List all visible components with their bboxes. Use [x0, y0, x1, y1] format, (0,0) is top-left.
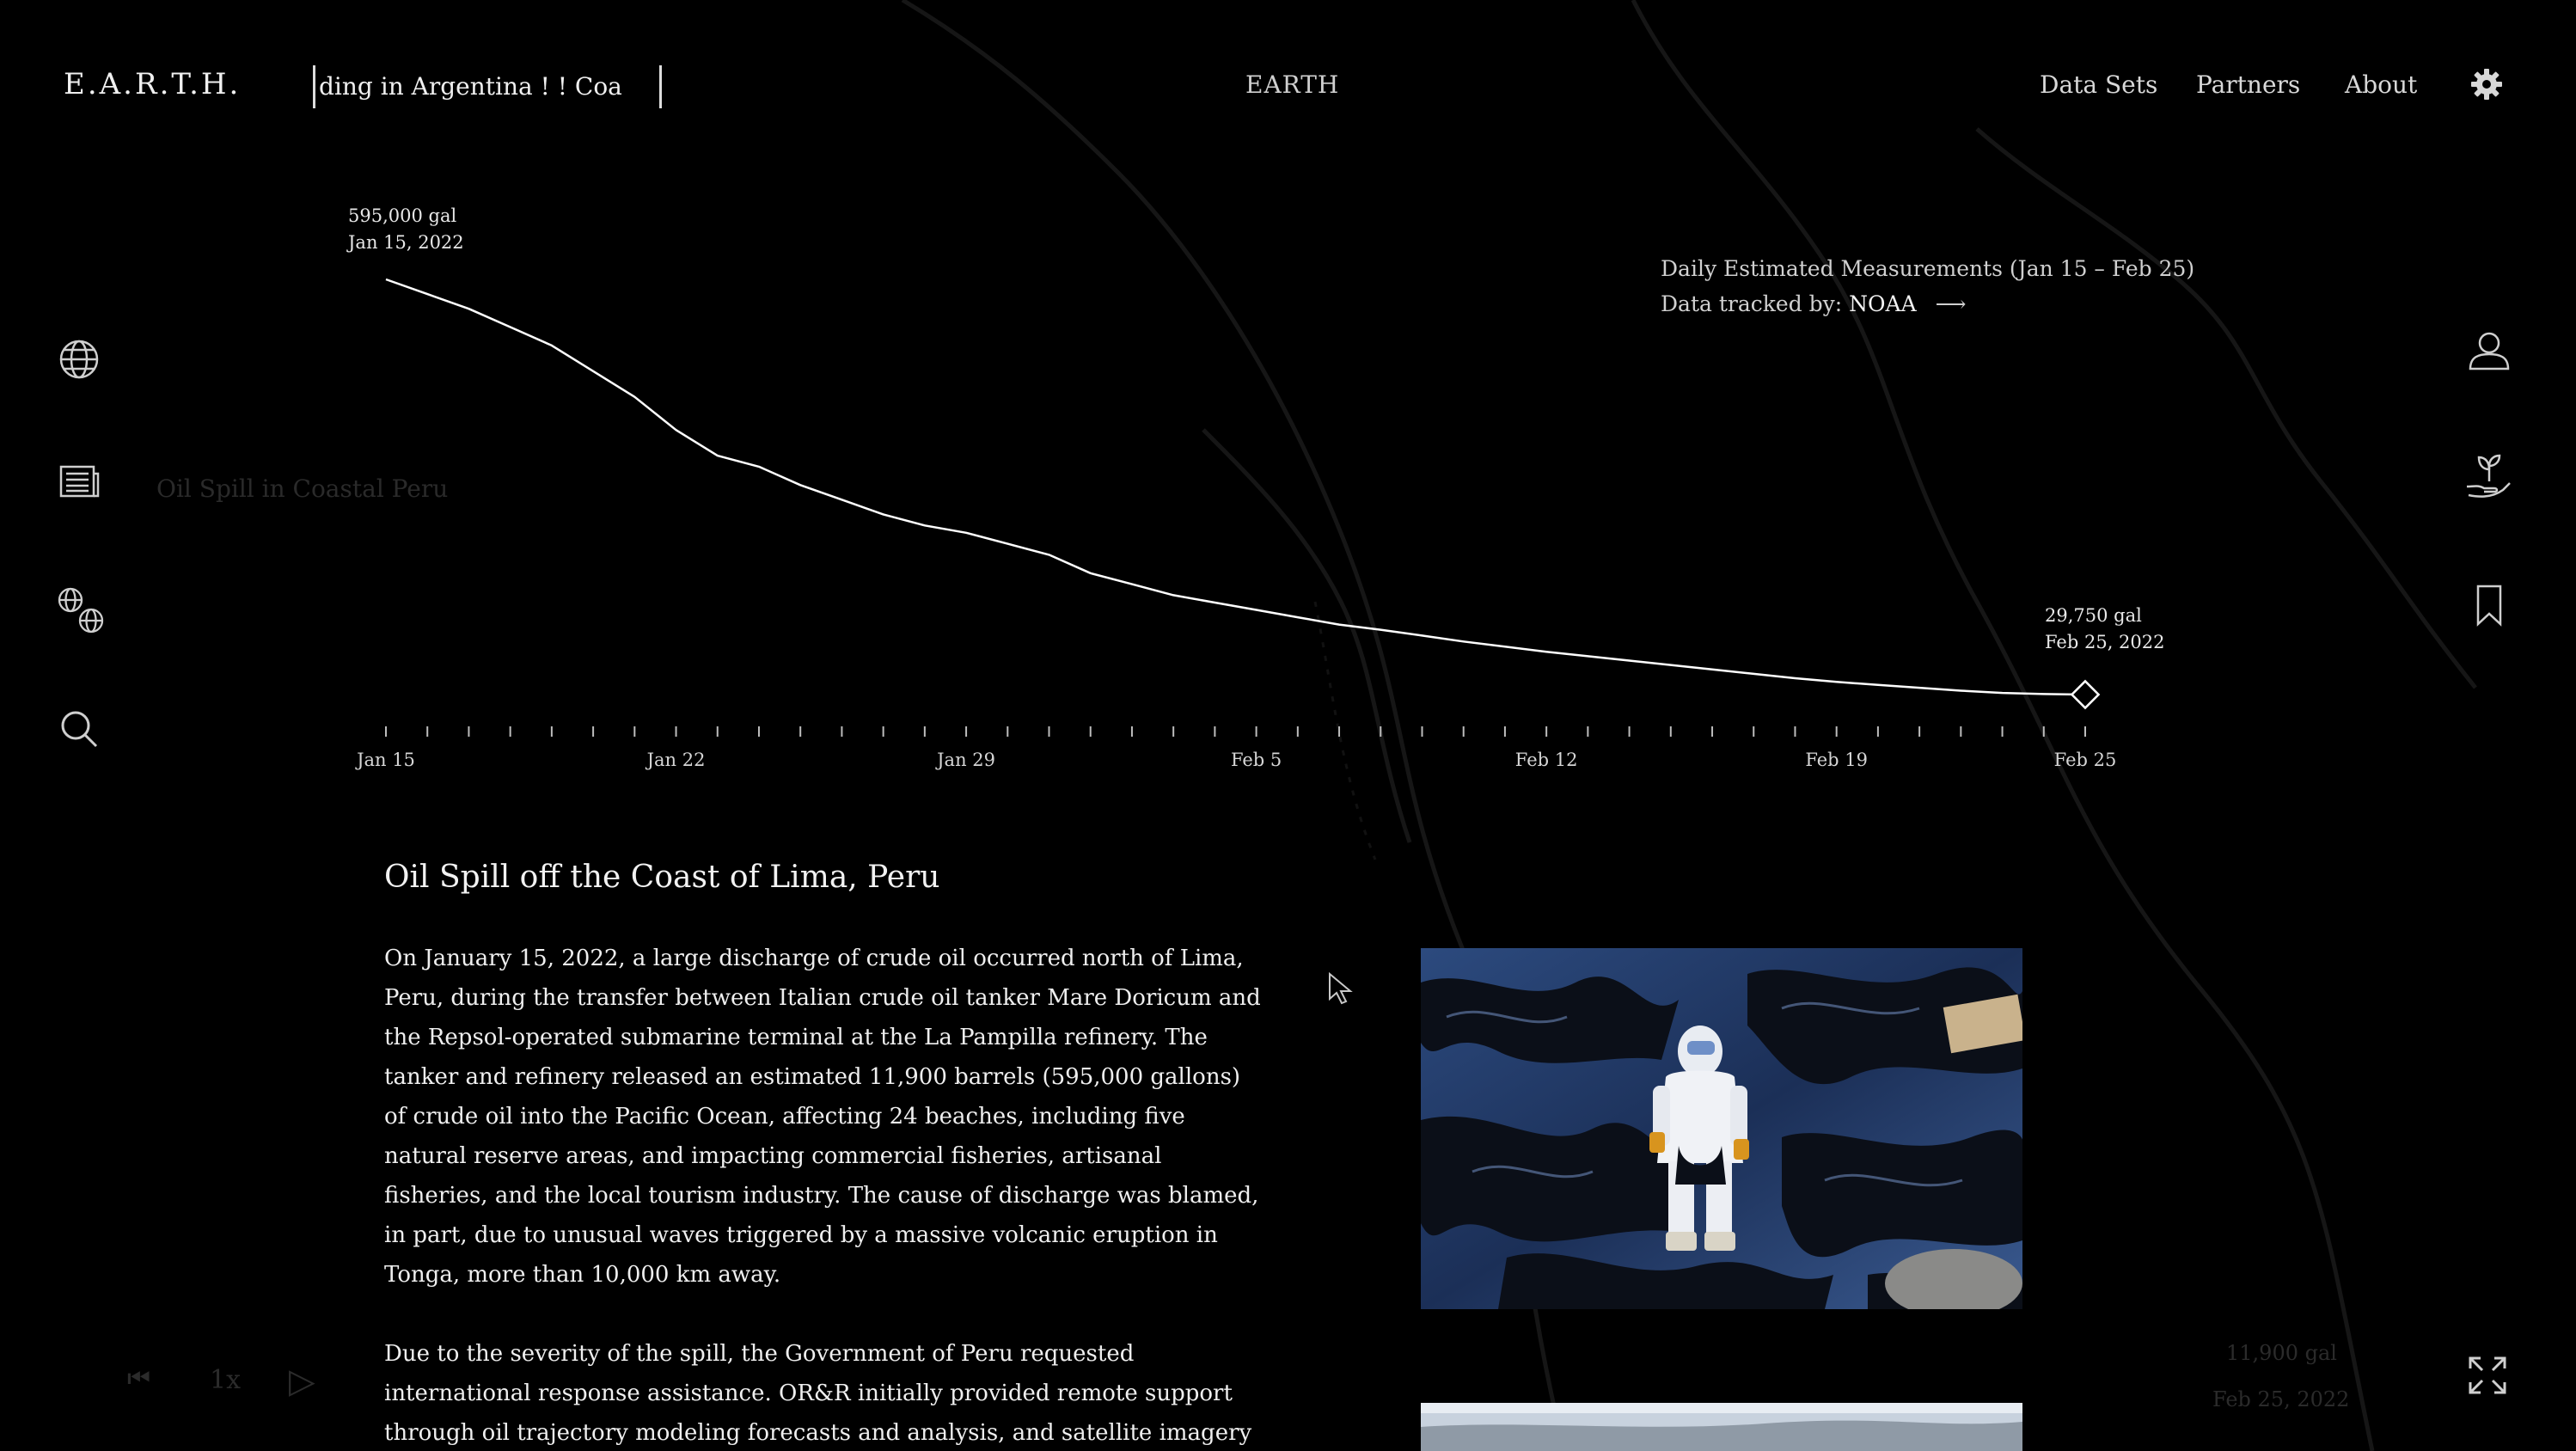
x-tick-label: Jan 22 [646, 750, 706, 770]
x-tick-label: Feb 12 [1514, 750, 1578, 770]
article-title: Oil Spill off the Coast of Lima, Peru [384, 860, 940, 895]
nav-about[interactable]: About [2345, 70, 2418, 99]
user-icon[interactable] [2467, 328, 2512, 373]
x-tick-label: Jan 15 [357, 750, 415, 770]
chart-legend [1661, 251, 2194, 321]
rewind-icon[interactable]: ⏮ [127, 1363, 150, 1393]
play-icon[interactable]: ▷ [289, 1362, 315, 1401]
article-paragraph: Due to the severity of the spill, the Government of Peru requested international response assistance. OR&R initially provided remote support through oil trajectory modeling forecasts and analysis, and satellite imagery [384, 1341, 1252, 1446]
article-paragraph: On January 15, 2022, a large discharge of crude oil occurred north of Lima, Peru, during the transfer between Italian crude oil tanker Mare Doricum and the Repsol-operated submarine terminal at the La Pampilla refinery. The tanker and refinery released an estimated 11,900 barrels (595,000 gallons) of crude oil into the Pacific Ocean, affecting 24 beaches, including five natural reserve areas, and impacting commercial fisheries, artisanal fisheries, and the local tourism industry. The cause of discharge was blamed, in part, due to unusual waves triggered by a massive volcanic eruption in Tonga, more than 10,000 km away. [384, 946, 1261, 1288]
app-logo[interactable]: E.A.R.T.H. [64, 67, 242, 101]
search-icon[interactable] [57, 707, 101, 751]
x-tick-label: Feb 5 [1230, 750, 1282, 770]
end-point-label [2045, 603, 2164, 656]
news-ticker[interactable] [313, 65, 662, 108]
legend-measurement-text: Daily Estimated Measurements (Jan 15 – Feb 25) [1661, 256, 2195, 281]
x-tick-label: Feb 25 [2053, 750, 2117, 770]
nav-data-sets[interactable]: Data Sets [2040, 70, 2158, 99]
plant-hand-icon[interactable] [2463, 450, 2515, 502]
mouse-cursor-icon [1327, 971, 1355, 1006]
x-tick-label: Feb 19 [1805, 750, 1869, 770]
article-body [384, 939, 1261, 1451]
arrow-right-icon[interactable]: ⟶ [1935, 291, 1967, 316]
start-value: 595,000 gal [348, 205, 457, 226]
end-value: 29,750 gal [2045, 605, 2142, 626]
x-tick-label: Jan 29 [937, 750, 996, 770]
start-point-label [348, 203, 464, 256]
noaa-link[interactable]: NOAA [1849, 291, 1917, 316]
gear-icon[interactable] [2469, 67, 2504, 101]
oil-cleanup-photo[interactable] [1421, 948, 2022, 1309]
ghost-end-date: Feb 25, 2022 [2212, 1387, 2350, 1411]
globe-icon[interactable] [57, 337, 101, 382]
bookmark-icon[interactable] [2467, 583, 2512, 628]
start-date: Jan 15, 2022 [348, 232, 464, 253]
end-date: Feb 25, 2022 [2045, 632, 2165, 652]
ghost-dataset-label: Oil Spill in Coastal Peru [156, 474, 449, 503]
expand-icon[interactable] [2467, 1355, 2508, 1396]
playback-speed[interactable]: 1x [210, 1365, 242, 1395]
ghost-end-value: 11,900 gal [2226, 1341, 2337, 1365]
legend-source-prefix: Data tracked by: [1661, 291, 1850, 316]
multi-globe-icon[interactable] [55, 585, 107, 636]
beach-photo[interactable] [1421, 1403, 2022, 1451]
nav-partners[interactable]: Partners [2196, 70, 2301, 99]
ticker-text: ding in Argentina ! ! Coa [319, 72, 622, 101]
legend-source-line [1661, 286, 2194, 321]
news-icon[interactable] [57, 459, 101, 504]
page-title: EARTH [1245, 70, 1340, 99]
